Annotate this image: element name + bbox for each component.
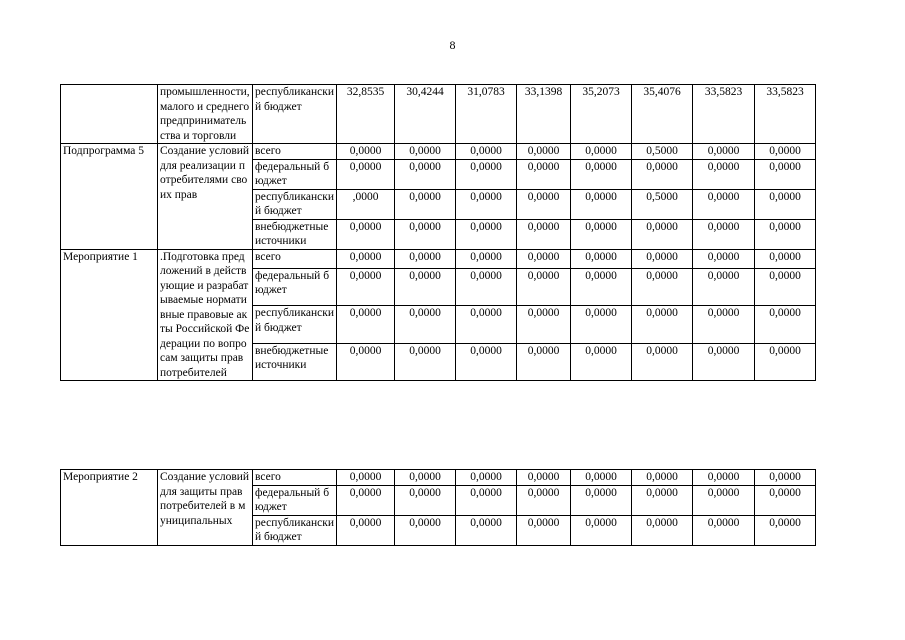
funding-source-cell: республиканский бюджет xyxy=(253,515,337,545)
amount-cell: 0,0000 xyxy=(693,268,755,305)
amount-cell: 0,0000 xyxy=(632,485,693,515)
amount-cell: 0,0000 xyxy=(571,306,632,343)
amount-cell: 0,0000 xyxy=(693,219,755,249)
amount-cell: 0,0000 xyxy=(571,485,632,515)
budget-table-bottom xyxy=(60,469,816,546)
amount-cell: 0,0000 xyxy=(755,219,816,249)
funding-source-cell: внебюджетные источники xyxy=(253,343,337,380)
amount-cell: 30,4244 xyxy=(395,85,456,144)
amount-cell: 0,0000 xyxy=(755,249,816,268)
amount-cell: 0,0000 xyxy=(337,159,395,189)
amount-cell: 0,0000 xyxy=(337,515,395,545)
funding-source-cell: федеральный бюджет xyxy=(253,485,337,515)
amount-cell: 33,5823 xyxy=(693,85,755,144)
program-name-cell: промышленности, малого и среднего предпринимательства и торговли xyxy=(158,85,253,144)
amount-cell: 33,5823 xyxy=(755,85,816,144)
program-name-cell: Создание условий для реализации потребителями своих прав xyxy=(158,144,253,250)
amount-cell: 0,0000 xyxy=(395,219,456,249)
amount-cell: 0,0000 xyxy=(755,343,816,380)
amount-cell: 0,0000 xyxy=(395,268,456,305)
amount-cell: 0,0000 xyxy=(456,144,517,160)
program-label-cell: Подпрограмма 5 xyxy=(61,144,158,250)
program-label-cell: Мероприятие 1 xyxy=(61,249,158,381)
amount-cell: 0,0000 xyxy=(755,159,816,189)
amount-cell: 0,0000 xyxy=(456,268,517,305)
amount-cell: 0,0000 xyxy=(517,159,571,189)
amount-cell: 0,5000 xyxy=(632,189,693,219)
program-name-cell: Создание условий для защиты прав потребителей в муниципальных xyxy=(158,470,253,546)
amount-cell: 0,0000 xyxy=(337,144,395,160)
amount-cell: 0,0000 xyxy=(456,485,517,515)
program-name-cell: .Подготовка предложений в действующие и разрабатываемые нормативные правовые акты Российской Федерации по вопросам защиты прав потребителей xyxy=(158,249,253,381)
amount-cell: 0,0000 xyxy=(571,189,632,219)
amount-cell: 0,0000 xyxy=(755,306,816,343)
amount-cell: 0,0000 xyxy=(632,249,693,268)
funding-source-cell: республиканский бюджет xyxy=(253,189,337,219)
amount-cell: 0,0000 xyxy=(517,485,571,515)
page-number: 8 xyxy=(449,38,456,52)
amount-cell: 0,0000 xyxy=(632,159,693,189)
amount-cell: 0,0000 xyxy=(517,144,571,160)
amount-cell: 0,0000 xyxy=(632,343,693,380)
program-label-cell: Мероприятие 2 xyxy=(61,470,158,546)
amount-cell: 0,0000 xyxy=(755,485,816,515)
amount-cell: 0,0000 xyxy=(693,189,755,219)
table-row xyxy=(61,470,816,486)
amount-cell: 0,0000 xyxy=(632,515,693,545)
amount-cell: 0,0000 xyxy=(456,306,517,343)
amount-cell: 0,0000 xyxy=(395,515,456,545)
amount-cell: 0,0000 xyxy=(395,306,456,343)
amount-cell: 0,0000 xyxy=(571,219,632,249)
amount-cell: 33,1398 xyxy=(517,85,571,144)
amount-cell: 0,0000 xyxy=(395,249,456,268)
funding-source-cell: федеральный бюджет xyxy=(253,268,337,305)
amount-cell: 0,0000 xyxy=(632,470,693,486)
amount-cell: 0,0000 xyxy=(517,268,571,305)
amount-cell: 31,0783 xyxy=(456,85,517,144)
program-label-cell xyxy=(61,85,158,144)
amount-cell: 0,0000 xyxy=(337,485,395,515)
amount-cell: 0,0000 xyxy=(456,470,517,486)
amount-cell: 0,0000 xyxy=(517,470,571,486)
amount-cell: 35,4076 xyxy=(632,85,693,144)
amount-cell: 0,0000 xyxy=(337,470,395,486)
amount-cell: 0,0000 xyxy=(337,268,395,305)
amount-cell: 32,8535 xyxy=(337,85,395,144)
table-row xyxy=(61,249,816,268)
amount-cell: 0,0000 xyxy=(395,485,456,515)
amount-cell: 0,0000 xyxy=(456,343,517,380)
amount-cell: 0,0000 xyxy=(456,515,517,545)
amount-cell: 0,0000 xyxy=(755,515,816,545)
funding-source-cell: республиканский бюджет xyxy=(253,306,337,343)
amount-cell: 0,0000 xyxy=(755,268,816,305)
amount-cell: 0,0000 xyxy=(456,219,517,249)
amount-cell: 0,0000 xyxy=(571,249,632,268)
funding-source-cell: внебюджетные источники xyxy=(253,219,337,249)
budget-table-top-body xyxy=(61,85,816,381)
amount-cell: 0,0000 xyxy=(337,343,395,380)
amount-cell: 0,0000 xyxy=(693,159,755,189)
amount-cell: 0,0000 xyxy=(456,159,517,189)
budget-table-bottom-body xyxy=(61,470,816,546)
amount-cell: 0,0000 xyxy=(571,343,632,380)
amount-cell: 0,0000 xyxy=(337,306,395,343)
funding-source-cell: республиканский бюджет xyxy=(253,85,337,144)
amount-cell: 0,0000 xyxy=(571,515,632,545)
amount-cell: 0,0000 xyxy=(693,515,755,545)
amount-cell: 0,0000 xyxy=(755,470,816,486)
amount-cell: 0,0000 xyxy=(571,470,632,486)
amount-cell: 0,0000 xyxy=(456,249,517,268)
amount-cell: 0,0000 xyxy=(456,189,517,219)
amount-cell: 0,5000 xyxy=(632,144,693,160)
amount-cell: 0,0000 xyxy=(337,219,395,249)
amount-cell: 0,0000 xyxy=(693,306,755,343)
amount-cell: 0,0000 xyxy=(517,219,571,249)
amount-cell: 0,0000 xyxy=(693,485,755,515)
amount-cell: 0,0000 xyxy=(755,144,816,160)
amount-cell: 0,0000 xyxy=(693,343,755,380)
funding-source-cell: всего xyxy=(253,144,337,160)
amount-cell: 0,0000 xyxy=(517,515,571,545)
amount-cell: ,0000 xyxy=(337,189,395,219)
amount-cell: 0,0000 xyxy=(395,343,456,380)
amount-cell: 0,0000 xyxy=(395,144,456,160)
amount-cell: 0,0000 xyxy=(632,219,693,249)
funding-source-cell: всего xyxy=(253,470,337,486)
funding-source-cell: всего xyxy=(253,249,337,268)
amount-cell: 35,2073 xyxy=(571,85,632,144)
amount-cell: 0,0000 xyxy=(632,306,693,343)
amount-cell: 0,0000 xyxy=(693,249,755,268)
table-row xyxy=(61,85,816,144)
amount-cell: 0,0000 xyxy=(632,268,693,305)
amount-cell: 0,0000 xyxy=(337,249,395,268)
amount-cell: 0,0000 xyxy=(517,249,571,268)
amount-cell: 0,0000 xyxy=(571,268,632,305)
amount-cell: 0,0000 xyxy=(517,189,571,219)
amount-cell: 0,0000 xyxy=(693,144,755,160)
amount-cell: 0,0000 xyxy=(571,159,632,189)
table-row xyxy=(61,144,816,160)
amount-cell: 0,0000 xyxy=(395,159,456,189)
amount-cell: 0,0000 xyxy=(517,343,571,380)
amount-cell: 0,0000 xyxy=(571,144,632,160)
amount-cell: 0,0000 xyxy=(517,306,571,343)
amount-cell: 0,0000 xyxy=(395,189,456,219)
amount-cell: 0,0000 xyxy=(755,189,816,219)
funding-source-cell: федеральный бюджет xyxy=(253,159,337,189)
amount-cell: 0,0000 xyxy=(693,470,755,486)
amount-cell: 0,0000 xyxy=(395,470,456,486)
budget-table-top xyxy=(60,84,816,381)
